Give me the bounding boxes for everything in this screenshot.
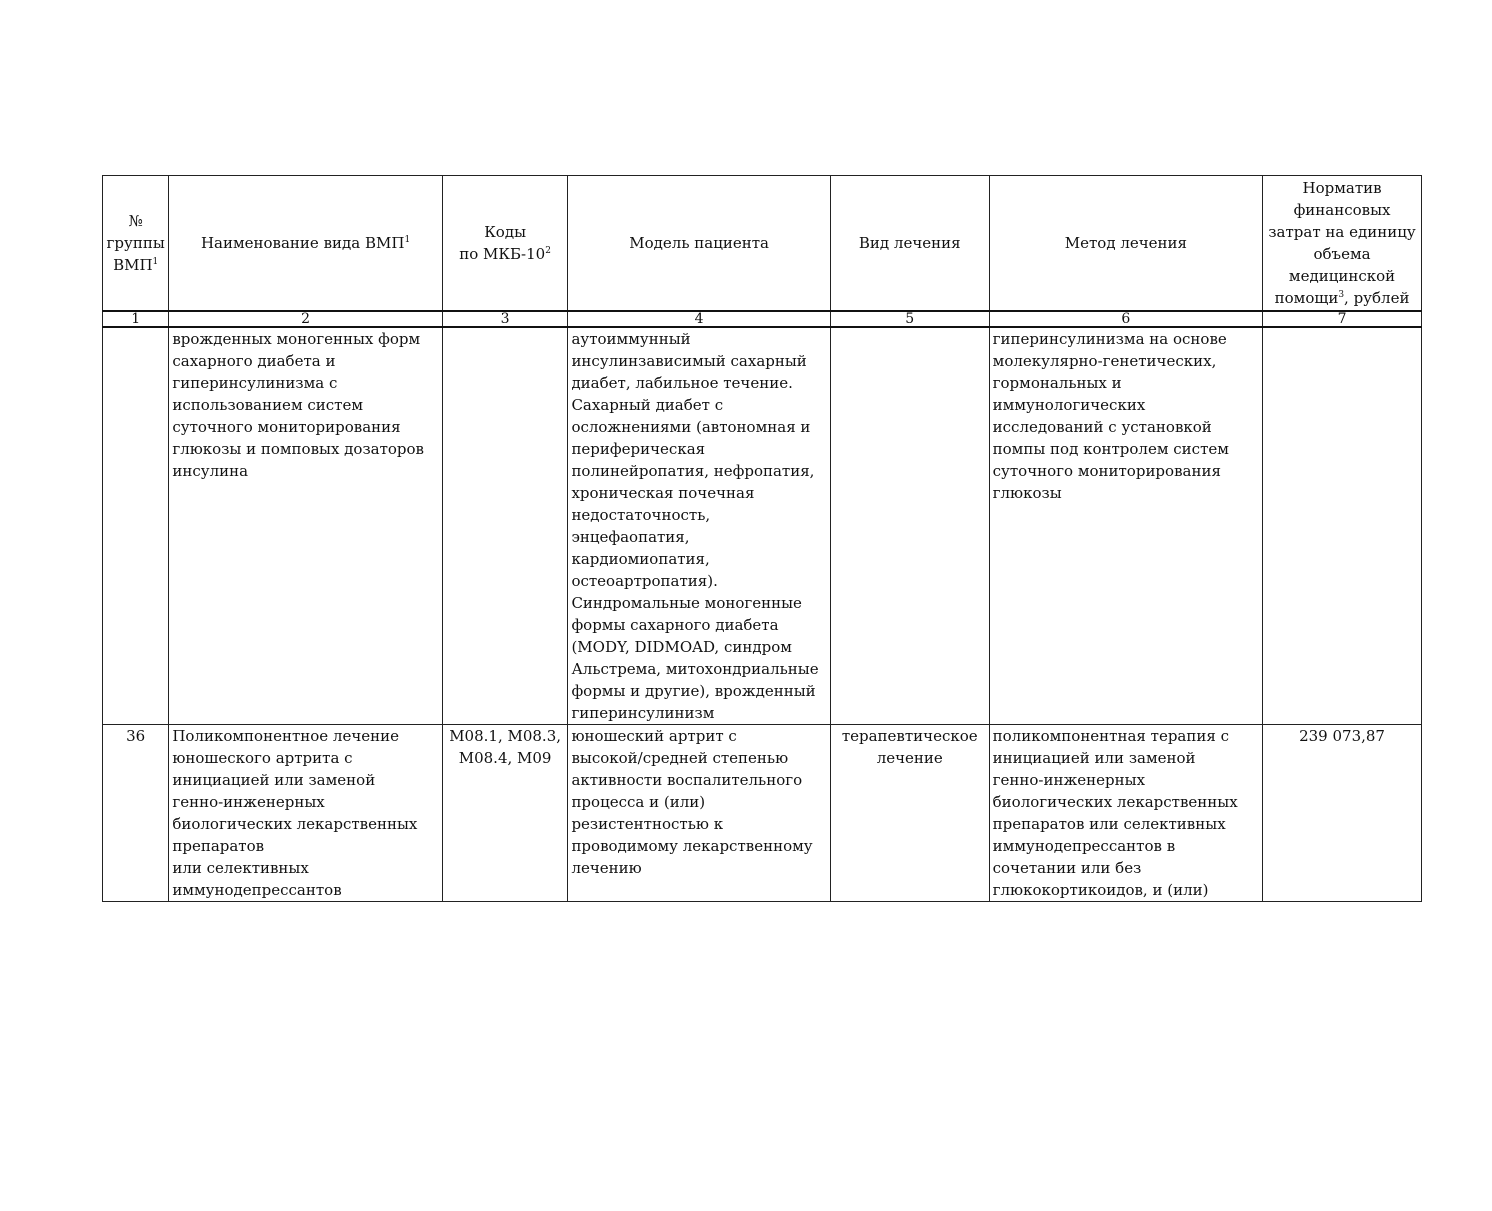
table-row [103, 327, 1422, 725]
patient-model-cell: аутоиммунный инсулинзависимый сахарный диабет, лабильное течение. Сахарный диабет с осложнениями (автономная и периферическая полинейропатия, нефропатия, хроническая почечная недостаточность, энцефаопатия, кардиомиопатия, остеоартропатия). Синдромальные моногенные формы сахарного диабета (MODY, DIDMOAD, синдром Альстрема, митохондриальные формы и другие), врожденный гиперинсулинизм [568, 327, 830, 725]
column-number-row [103, 311, 1422, 327]
header-patient-model: Модель пациента [568, 176, 830, 312]
table-row [103, 725, 1422, 902]
icd-codes-cell [442, 327, 568, 725]
treatment-type-cell: терапевтическое лечение [830, 725, 989, 902]
column-number: 4 [568, 311, 830, 327]
cost-cell [1263, 327, 1422, 725]
header-cost-norm: Норматив финансовых затрат на единицу объема медицинской помощи$^3$, рублей [1263, 176, 1422, 312]
column-number: 3 [442, 311, 568, 327]
vmp-table [102, 175, 1422, 902]
patient-model-cell: юношеский артрит с высокой/средней степенью активности воспалительного процесса и (или) резистентностью к проводимому лекарственному лечению [568, 725, 830, 902]
treatment-method-cell: гиперинсулинизма на основе молекулярно-генетических, гормональных и иммунологических исследований с установкой помпы под контролем систем суточного мониторирования глюкозы [989, 327, 1262, 725]
header-treatment-method: Метод лечения [989, 176, 1262, 312]
column-number: 1 [103, 311, 169, 327]
header-icd-codes: Коды по МКБ-$10^2$ [442, 176, 568, 312]
treatment-type-cell [830, 327, 989, 725]
column-number: 6 [989, 311, 1262, 327]
header-row [103, 176, 1422, 312]
cost-cell: 239 073,87 [1263, 725, 1422, 902]
header-group-number: № группы ВМП$^1$ [103, 176, 169, 312]
header-vmp-name: Наименование вида ВМП$^1$ [169, 176, 442, 312]
vmp-name-cell: Поликомпонентное лечение юношеского артрита с инициацией или заменой генно-инженерных биологических лекарственных препаратов или селективных иммунодепрессантов [169, 725, 442, 902]
header-treatment-type: Вид лечения [830, 176, 989, 312]
group-number-cell: 36 [103, 725, 169, 902]
column-number: 5 [830, 311, 989, 327]
column-number: 7 [1263, 311, 1422, 327]
column-number: 2 [169, 311, 442, 327]
treatment-method-cell: поликомпонентная терапия с инициацией или заменой генно-инженерных биологических лекарственных препаратов или селективных иммунодепрессантов в сочетании или без глюкокортикоидов, и (или) [989, 725, 1262, 902]
vmp-name-cell: врожденных моногенных форм сахарного диабета и гиперинсулинизма с использованием систем суточного мониторирования глюкозы и помповых дозаторов инсулина [169, 327, 442, 725]
icd-codes-cell: M08.1, M08.3, M08.4, M09 [442, 725, 568, 902]
group-number-cell [103, 327, 169, 725]
